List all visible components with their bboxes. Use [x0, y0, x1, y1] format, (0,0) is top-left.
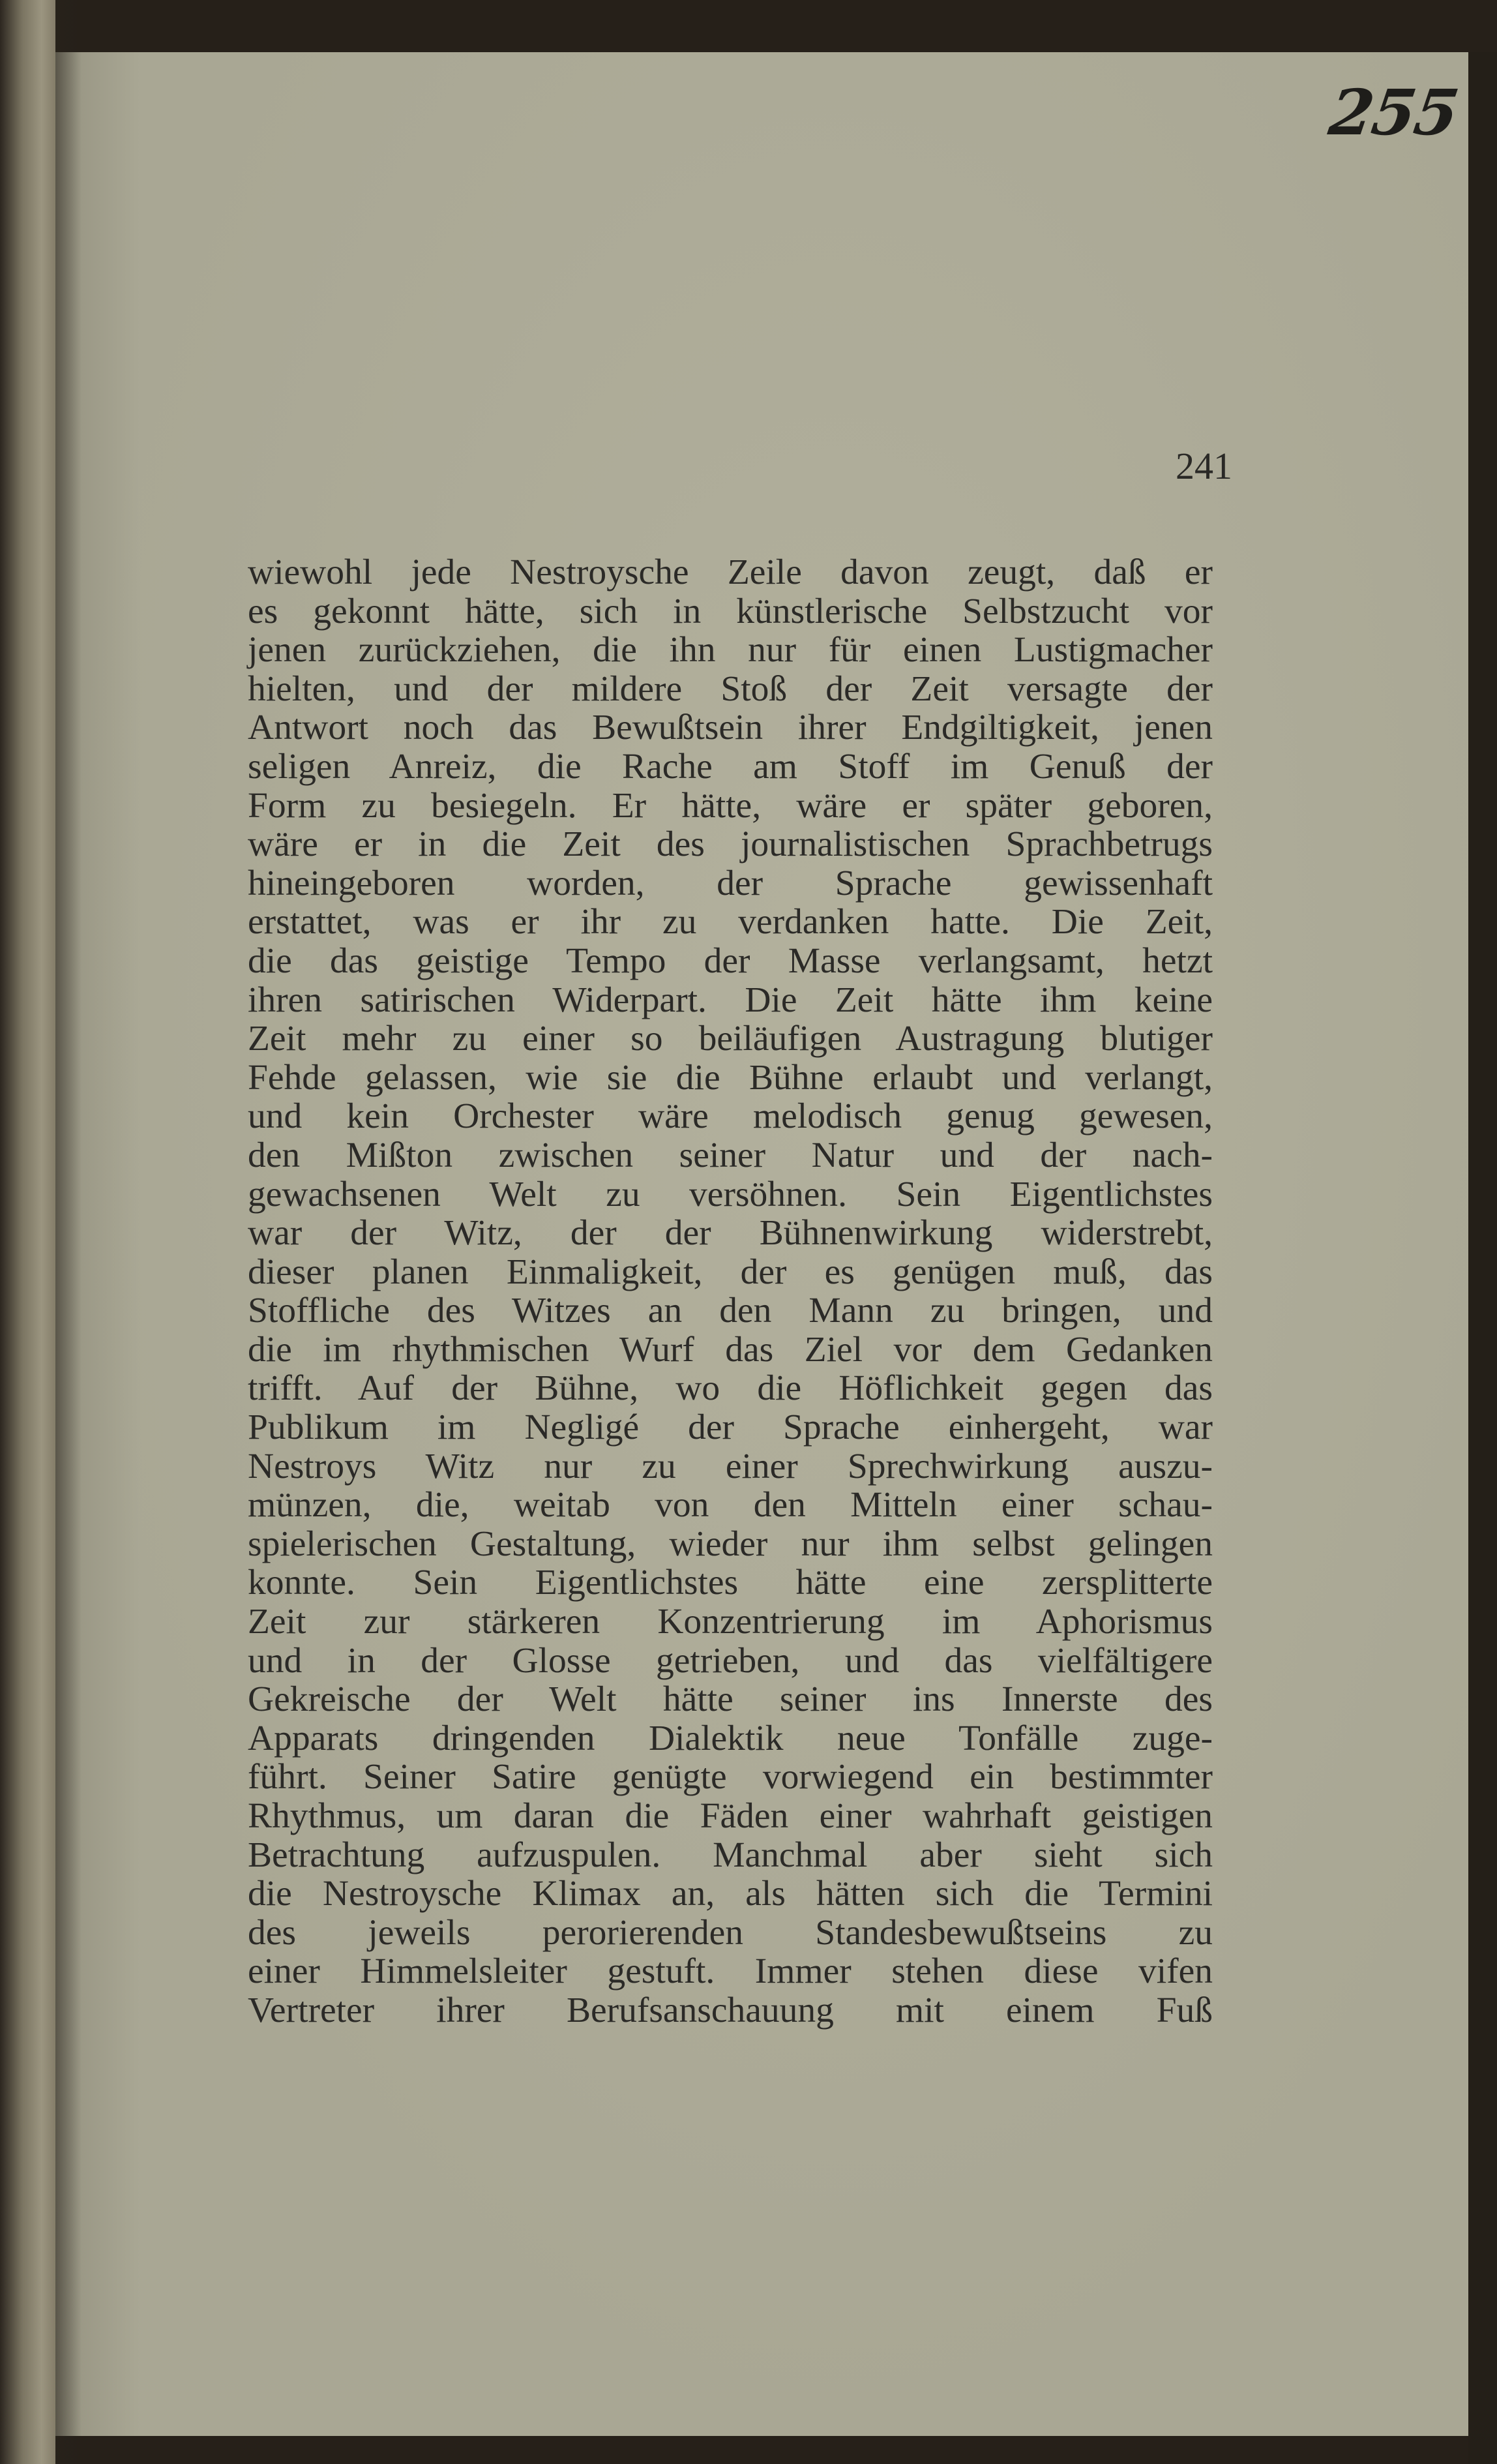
text-line: erstattet, was er ihr zu verdanken hatte. Die Zeit,	[248, 902, 1213, 942]
text-line: den Mißton zwischen seiner Natur und der nach-	[248, 1135, 1213, 1175]
text-line: es gekonnt hätte, sich in künstlerische Selbstzucht vor	[248, 591, 1213, 631]
text-line: Form zu besiegeln. Er hätte, wäre er später geboren,	[248, 785, 1213, 826]
text-line: Antwort noch das Bewußtsein ihrer Endgiltigkeit, jenen	[248, 708, 1213, 748]
text-line: Fehde gelassen, wie sie die Bühne erlaubt und verlangt,	[248, 1057, 1213, 1098]
page-number: 241	[1176, 445, 1232, 487]
text-line: Publikum im Negligé der Sprache einhergeht, war	[248, 1407, 1213, 1448]
text-line: hineingeboren worden, der Sprache gewissenhaft	[248, 863, 1213, 903]
text-line: und in der Glosse getrieben, und das vielfältigere	[248, 1640, 1213, 1681]
body-text	[248, 553, 1213, 2030]
text-line: trifft. Auf der Bühne, wo die Höflichkeit gegen das	[248, 1368, 1213, 1409]
gutter-shadow	[55, 0, 82, 2464]
text-line: Vertreter ihrer Berufsanschauung mit einem Fuß	[248, 1990, 1213, 2030]
text-line: münzen, die, weitab von den Mitteln einer schau-	[248, 1485, 1213, 1525]
text-line: die Nestroysche Klimax an, als hätten sich die Termini	[248, 1874, 1213, 1914]
text-line: Gekreische der Welt hätte seiner ins Innerste des	[248, 1679, 1213, 1720]
text-line: wiewohl jede Nestroysche Zeile davon zeugt, daß er	[248, 552, 1213, 592]
text-line: dieser planen Einmaligkeit, der es genügen muß, das	[248, 1252, 1213, 1292]
text-line: Zeit zur stärkeren Konzentrierung im Aphorismus	[248, 1602, 1213, 1642]
text-line: war der Witz, der der Bühnenwirkung widerstrebt,	[248, 1213, 1213, 1254]
text-line: Betrachtung aufzuspulen. Manchmal aber sieht sich	[248, 1835, 1213, 1875]
text-line: konnte. Sein Eigentlichstes hätte eine zersplitterte	[248, 1563, 1213, 1603]
text-line: einer Himmelsleiter gestuft. Immer stehen diese vifen	[248, 1951, 1213, 1992]
text-line: seligen Anreiz, die Rache am Stoff im Genuß der	[248, 746, 1213, 787]
text-line: des jeweils perorierenden Standesbewußtseins zu	[248, 1912, 1213, 1953]
text-line: Stoffliche des Witzes an den Mann zu bringen, und	[248, 1291, 1213, 1331]
text-line: jenen zurückziehen, die ihn nur für einen Lustigmacher	[248, 630, 1213, 670]
text-line: führt. Seiner Satire genügte vorwiegend ein bestimmter	[248, 1757, 1213, 1797]
text-line: die im rhythmischen Wurf das Ziel vor dem Gedanken	[248, 1329, 1213, 1370]
text-line: hielten, und der mildere Stoß der Zeit versagte der	[248, 669, 1213, 709]
text-line: ihren satirischen Widerpart. Die Zeit hätte ihm keine	[248, 980, 1213, 1020]
text-line: wäre er in die Zeit des journalistischen Sprachbetrugs	[248, 824, 1213, 865]
text-line: die das geistige Tempo der Masse verlangsamt, hetzt	[248, 940, 1213, 981]
handwritten-archive-number: 255	[1325, 76, 1462, 149]
text-line: gewachsenen Welt zu versöhnen. Sein Eigentlichstes	[248, 1174, 1213, 1214]
text-line: Apparats dringenden Dialektik neue Tonfälle zuge-	[248, 1718, 1213, 1758]
text-line: und kein Orchester wäre melodisch genug gewesen,	[248, 1096, 1213, 1137]
text-line: Nestroys Witz nur zu einer Sprechwirkung auszu-	[248, 1446, 1213, 1486]
text-line: Rhythmus, um daran die Fäden einer wahrhaft geistigen	[248, 1796, 1213, 1836]
text-line: spielerischen Gestaltung, wieder nur ihm selbst gelingen	[248, 1524, 1213, 1564]
text-line: Zeit mehr zu einer so beiläufigen Austragung blutiger	[248, 1019, 1213, 1059]
scan-edge	[1468, 52, 1497, 2464]
book-spine	[0, 0, 55, 2464]
